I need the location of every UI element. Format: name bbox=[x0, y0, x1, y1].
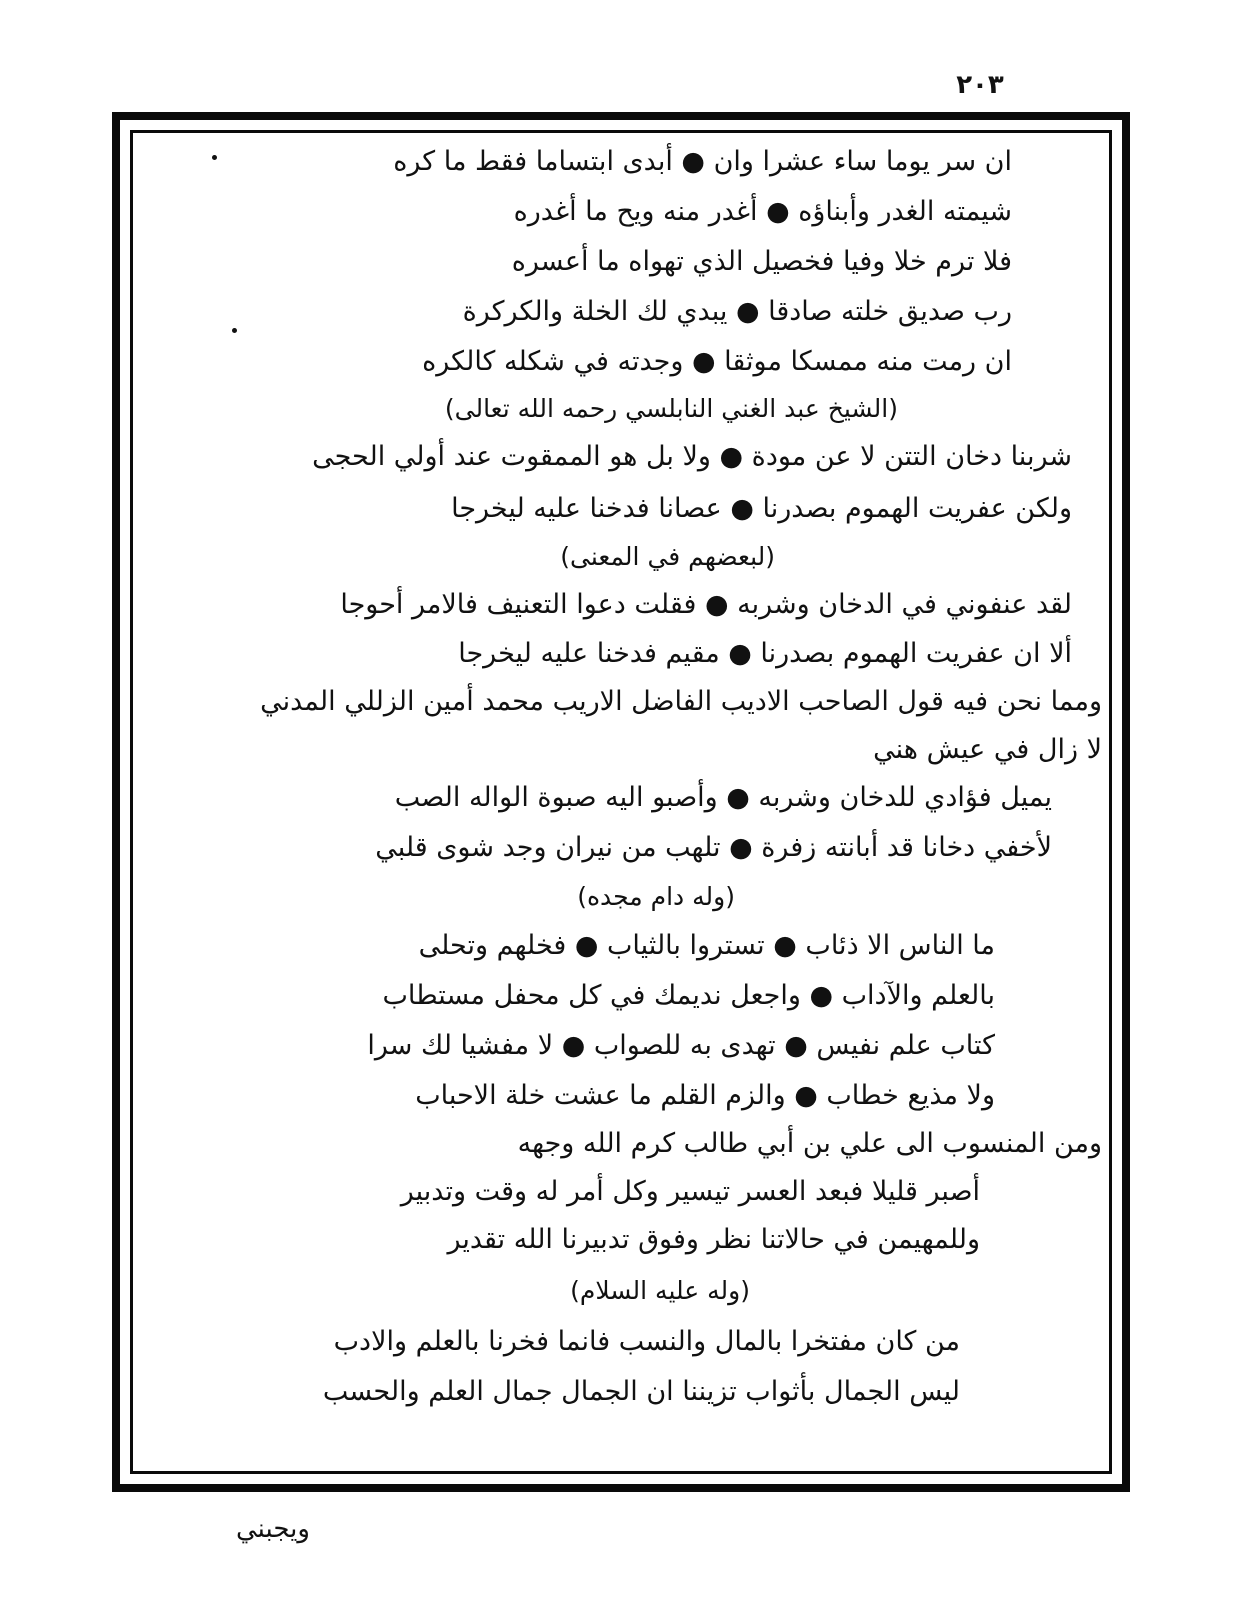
prose-line: ومن المنسوب الى علي بن أبي طالب كرم الله وجهه bbox=[517, 1128, 1102, 1159]
verse-line: ان سر يوما ساء عشرا وان ● أبدى ابتساما فقط ما كره bbox=[393, 146, 1012, 177]
catchword: ويجبني bbox=[236, 1514, 310, 1544]
prose-line: ومما نحن فيه قول الصاحب الاديب الفاضل الاريب محمد أمين الزللي المدني bbox=[260, 686, 1102, 717]
verse-line: لقد عنفوني في الدخان وشربه ● فقلت دعوا التعنيف فالامر أحوجا bbox=[340, 589, 1072, 620]
verse-line: بالعلم والآداب ● واجعل نديمك في كل محفل مستطاب bbox=[382, 980, 995, 1011]
verse-line: يميل فؤادي للدخان وشربه ● وأصبو اليه صبوة الواله الصب bbox=[394, 782, 1052, 813]
verse-line: فلا ترم خلا وفيا فخصيل الذي تهواه ما أعسره bbox=[511, 246, 1012, 277]
page-number: ٢٠٣ bbox=[956, 70, 1004, 100]
verse-line: ان رمت منه ممسكا موثقا ● وجدته في شكله كالكره bbox=[422, 346, 1012, 377]
verse-line: أصبر قليلا فبعد العسر تيسير وكل أمر له وقت وتدبير bbox=[400, 1176, 980, 1207]
section-heading: (وله دام مجده) bbox=[577, 882, 735, 911]
verse-line: شربنا دخان التتن لا عن مودة ● ولا بل هو الممقوت عند أولي الحجى bbox=[312, 441, 1072, 472]
verse-line: ألا ان عفريت الهموم بصدرنا ● مقيم فدخنا عليه ليخرجا bbox=[458, 638, 1072, 669]
verse-line: رب صديق خلته صادقا ● يبدي لك الخلة والكركرة bbox=[462, 296, 1012, 327]
verse-line: كتاب علم نفيس ● تهدى به للصواب ● لا مفشيا لك سرا bbox=[367, 1030, 995, 1061]
ink-speck bbox=[212, 155, 217, 160]
section-heading: (لبعضهم في المعنى) bbox=[560, 542, 775, 571]
verse-line: ولا مذيع خطاب ● والزم القلم ما عشت خلة الاحباب bbox=[415, 1080, 995, 1111]
verse-line: شيمته الغدر وأبناؤه ● أغدر منه ويح ما أغدره bbox=[513, 196, 1012, 227]
verse-line: ولكن عفريت الهموم بصدرنا ● عصانا فدخنا عليه ليخرجا bbox=[451, 493, 1072, 524]
verse-line: ما الناس الا ذئاب ● تستروا بالثياب ● فخلهم وتحلى bbox=[418, 930, 995, 961]
prose-line: لا زال في عيش هني bbox=[873, 734, 1102, 765]
verse-line: وللمهيمن في حالاتنا نظر وفوق تدبيرنا الله تقدير bbox=[447, 1224, 980, 1255]
section-heading: (وله عليه السلام) bbox=[570, 1276, 750, 1305]
section-heading: (الشيخ عبد الغني النابلسي رحمه الله تعالى) bbox=[444, 394, 898, 423]
ink-speck bbox=[232, 328, 237, 333]
verse-line: لأخفي دخانا قد أبانته زفرة ● تلهب من نيران وجد شوى قلبي bbox=[375, 832, 1052, 863]
verse-line: من كان مفتخرا بالمال والنسب فانما فخرنا بالعلم والادب bbox=[333, 1326, 960, 1357]
verse-line: ليس الجمال بأثواب تزيننا ان الجمال جمال العلم والحسب bbox=[322, 1376, 960, 1407]
